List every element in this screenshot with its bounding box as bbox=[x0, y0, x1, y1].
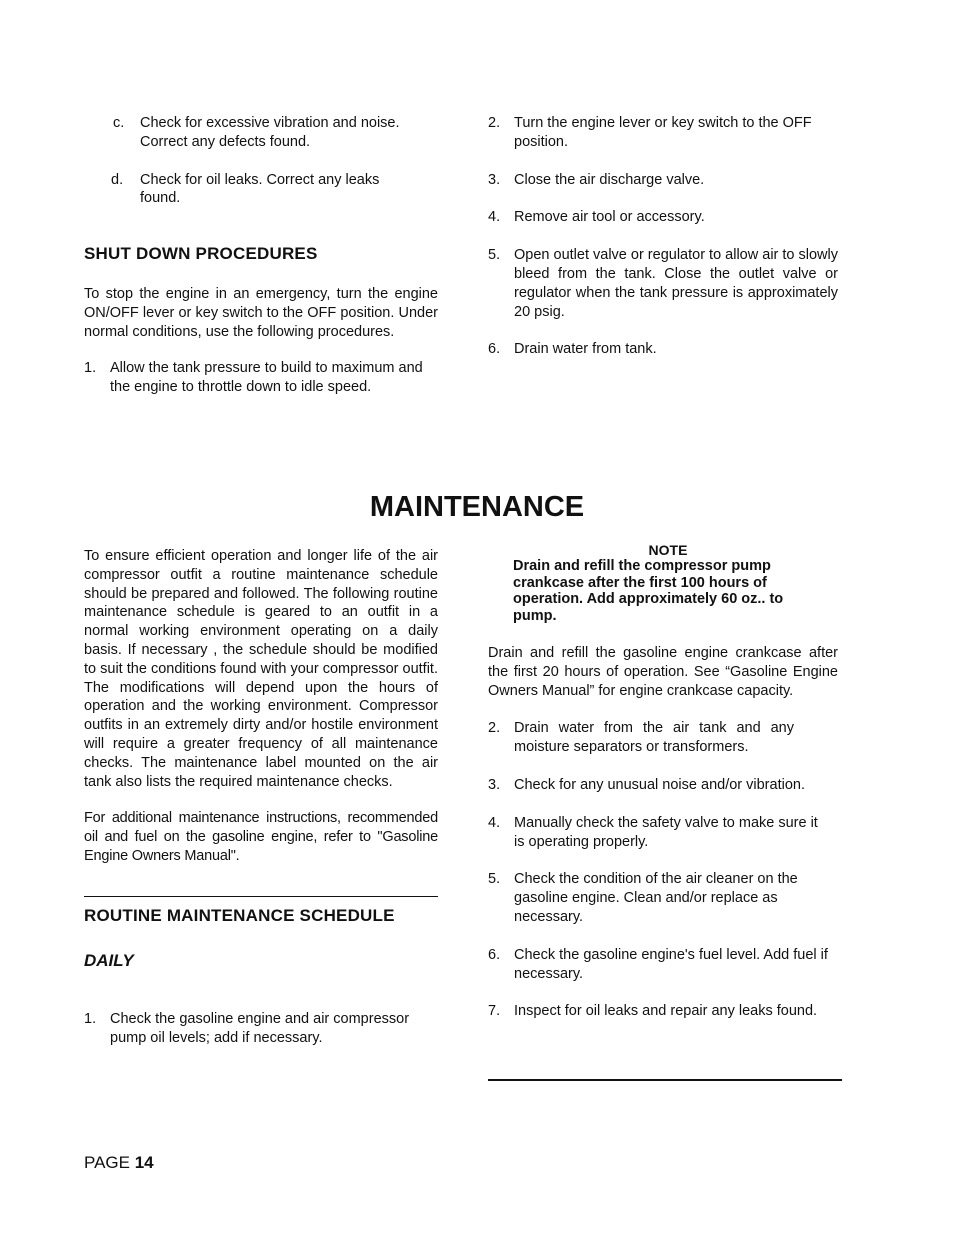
daily-step-4 bbox=[488, 814, 838, 852]
maintenance-additional-info: For additional maintenance instructions, recommended oil and fuel on the gasoline engine, refer to "Gasoline Engine Owners Manual". bbox=[84, 810, 438, 864]
daily-heading: DAILY bbox=[84, 951, 134, 970]
step-text: Open outlet valve or regulator to allow air to slowly bleed from the tank. Close the outlet valve or regulator when the tank pressure is approximately 20 psig. bbox=[514, 247, 838, 320]
step-text: Manually check the safety valve to make sure it is operating properly. bbox=[514, 814, 818, 850]
step-marker: 1. bbox=[84, 360, 97, 377]
list-item-d bbox=[84, 171, 438, 209]
list-marker: c. bbox=[113, 115, 125, 131]
page-number: 14 bbox=[134, 1153, 154, 1172]
note-box bbox=[488, 542, 813, 624]
step-marker: 2. bbox=[488, 115, 501, 131]
daily-step-2 bbox=[488, 719, 838, 757]
step-text: Check the condition of the air cleaner on the gasoline engine. Clean and/or replace as necessary. bbox=[514, 871, 798, 925]
top-left-column bbox=[84, 114, 438, 397]
step-text: Inspect for oil leaks and repair any leaks found. bbox=[514, 1003, 818, 1020]
list-item-c bbox=[84, 114, 438, 152]
daily-step-6 bbox=[488, 946, 838, 984]
step-text: Check the gasoline engine and air compressor pump oil levels; add if necessary. bbox=[110, 1011, 410, 1046]
step-marker: 3. bbox=[488, 776, 501, 793]
step-marker: 5. bbox=[488, 871, 501, 888]
step-marker: 4. bbox=[488, 814, 501, 831]
maintenance-intro: To ensure efficient operation and longer life of the air compressor outfit a routine maintenance schedule should be prepared and followed. The following routine maintenance schedule is geared to an outfit in a normal working environment operating on a daily basis. If necessary , the schedule should be modified to suit the conditions found with your compressor outfit. The modifications will depend upon the hours of operation and the working environment. Compressor outfits in an extremely dirty and/or hostile environment will require a greater frequency of all maintenance checks. The maintenance label mounted on the air tank also lists the required maintenance checks. bbox=[84, 548, 438, 790]
step-marker: 2. bbox=[488, 720, 501, 737]
section-divider-left bbox=[84, 896, 438, 897]
section-heading-routine-schedule: ROUTINE MAINTENANCE SCHEDULE bbox=[84, 906, 395, 925]
step-marker: 5. bbox=[488, 247, 501, 264]
step-text: Drain water from tank. bbox=[514, 341, 657, 358]
shut-down-step-5 bbox=[488, 246, 838, 321]
step-text: Turn the engine lever or key switch to the OFF position. bbox=[514, 115, 812, 150]
daily-step-3 bbox=[488, 776, 838, 795]
daily-step-7 bbox=[488, 1002, 838, 1021]
top-right-column bbox=[488, 114, 838, 359]
daily-step-5 bbox=[488, 870, 838, 926]
shut-down-intro: To stop the engine in an emergency, turn the engine ON/OFF lever or key switch to the OFF position. Under normal conditions, use the following procedures. bbox=[84, 285, 438, 340]
note-title: NOTE bbox=[648, 542, 688, 558]
routine-schedule-section bbox=[84, 905, 438, 1048]
section-heading-shut-down: SHUT DOWN PROCEDURES bbox=[84, 244, 318, 264]
step-text: Check the gasoline engine's fuel level. Add fuel if necessary. bbox=[514, 946, 828, 982]
shut-down-step-2 bbox=[488, 114, 838, 152]
page-label: PAGE bbox=[84, 1153, 130, 1172]
shut-down-step-6 bbox=[488, 340, 838, 359]
step-text: Remove air tool or accessory. bbox=[514, 209, 705, 226]
step-text: Check for any unusual noise and/or vibration. bbox=[514, 776, 805, 793]
step-marker: 6. bbox=[488, 341, 501, 358]
step-text: Close the air discharge valve. bbox=[514, 171, 705, 188]
step-text: Drain water from the air tank and any moisture separators or transformers. bbox=[514, 720, 794, 756]
list-item-text: Check for excessive vibration and noise. Correct any defects found. bbox=[140, 115, 400, 150]
shut-down-step-1 bbox=[84, 359, 438, 397]
daily-step-1 bbox=[84, 1010, 438, 1048]
maintenance-left-column bbox=[84, 547, 438, 866]
step-marker: 4. bbox=[488, 209, 501, 226]
maintenance-title: MAINTENANCE bbox=[369, 491, 585, 523]
section-divider-right bbox=[488, 1079, 842, 1081]
shut-down-step-3 bbox=[488, 171, 838, 190]
note-text: Drain and refill the compressor pump crankcase after the first 100 hours of operation. Add approximately 60 oz.. to pump. bbox=[513, 558, 784, 624]
step-marker: 6. bbox=[488, 946, 501, 963]
step-marker: 7. bbox=[488, 1003, 501, 1020]
list-item-text: Check for oil leaks. Correct any leaks found. bbox=[140, 171, 380, 207]
step-text: Allow the tank pressure to build to maximum and the engine to throttle down to idle speed. bbox=[110, 360, 423, 396]
step-marker: 1. bbox=[84, 1011, 97, 1027]
page-footer bbox=[84, 1152, 154, 1174]
step-marker: 3. bbox=[488, 171, 501, 188]
list-marker: d. bbox=[111, 171, 124, 188]
engine-crankcase-para: Drain and refill the gasoline engine crankcase after the first 20 hours of operation. See “Gasoline Engine Owners Manual” for engine crankcase capacity. bbox=[488, 645, 838, 699]
maintenance-right-column bbox=[488, 542, 838, 1021]
shut-down-step-4 bbox=[488, 208, 838, 227]
